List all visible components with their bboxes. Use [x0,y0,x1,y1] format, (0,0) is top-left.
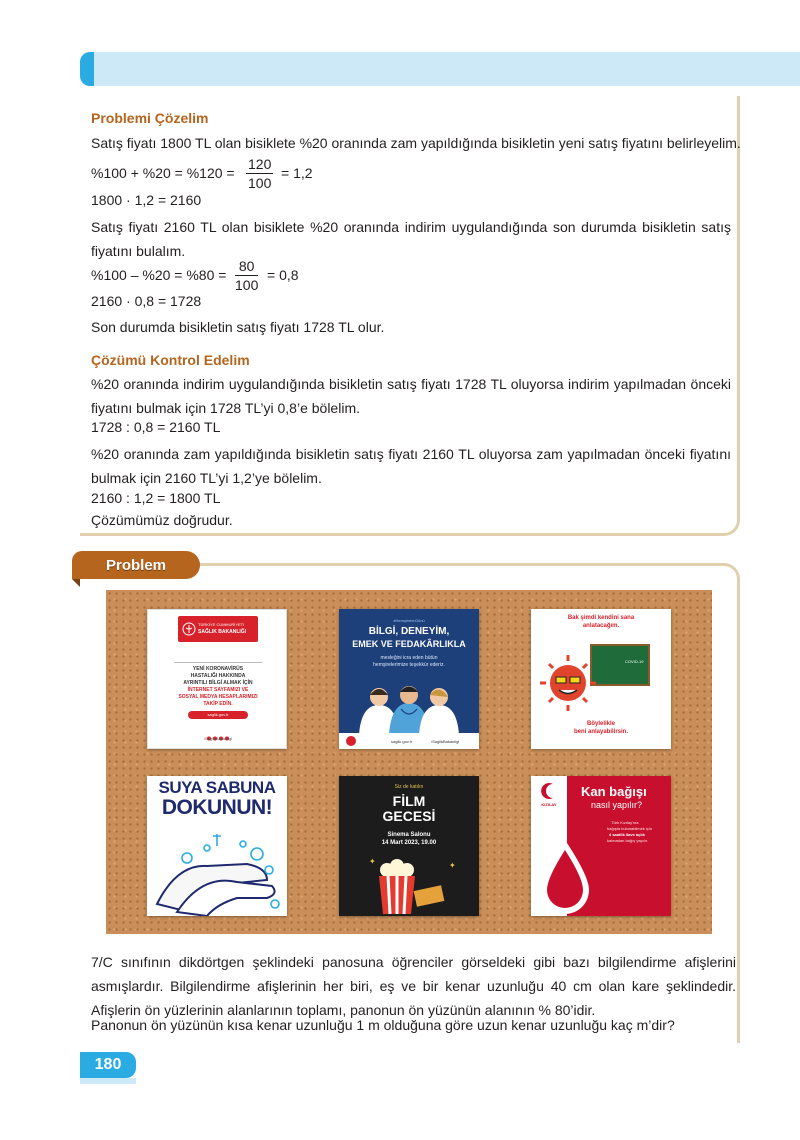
solution-line-2: Satış fiyatı 2160 TL olan bisiklete %20 oranında indirim uygulandığında son durumda bisikletin satış fiyatını bulalım. [91,219,731,259]
svg-text:✦: ✦ [449,861,456,870]
poster4-line-2: DOKUNUN! [161,796,273,819]
poster2-footer-2: /SaglikBakanligi [431,739,460,744]
poster1-body-1: YENİ KORONAVİRÜS [192,666,244,672]
poster1-body-4: İNTERNET SAYFAMIZI VE [187,687,249,693]
equation-4: 2160 · 0,8 = 1728 [91,293,202,309]
header-accent [80,52,94,86]
poster5-top: Siz de katılın [394,784,424,790]
solution-line-6: Çözümümüz doğrudur. [91,512,233,528]
poster1-button-label: saglik.gov.tr [207,712,229,717]
poster3-bottom-2: beni anlayabilirsin. [573,729,629,735]
equation-1-left: %100 + %20 = %120 = [91,165,235,181]
equation-6: 2160 : 1,2 = 1800 TL [91,490,221,506]
poster1-body-5: SOSYAL MEDYA HESAPLARIMIZI [178,694,258,700]
svg-text:✦: ✦ [369,857,376,866]
poster-health-ministry [147,609,287,749]
poster2-sub-1: mesleğini icra eden bütün [380,655,438,661]
poster6-title-2: nasıl yapılır? [591,800,643,810]
problem-text-1: 7/C sınıfının dikdörtgen şeklindeki panosuna öğrenciler görseldeki gibi bazı bilgilendirme afişlerini asmışlardır. Bilgilendirme afişlerinin her biri, eş ve bir kenar uzunluğu 40 cm olan kare şeklindedir. Afişlerin ön yüzlerinin alanlarının toplamı, panonun ön yüzünün alanının % 80’idir. [91,954,736,1018]
solve-heading: Problemi Çözelim [91,110,209,126]
poster3-top-1: Bak şimdi kendini sana [567,615,635,621]
poster3-top-2: anlatacağım. [582,623,620,629]
check-heading: Çözümü Kontrol Edelim [91,352,250,368]
poster6-body-2: bağışta bulunabilmek için [607,826,652,831]
fraction-denominator: 100 [248,175,272,191]
crescent-logo-icon [540,782,558,800]
poster5-date: 14 Mart 2023, 19.00 [381,840,437,846]
problem-tab [72,551,200,579]
problem-tab-label: Problem [105,556,166,574]
equation-2: 1800 · 1,2 = 2160 [91,192,202,208]
poster5-place: Sinema Salonu [387,832,431,838]
equation-3-right: = 0,8 [267,267,299,283]
poster-wash-hands [147,776,287,916]
poster-nurses-day [339,609,479,749]
page-number-badge [80,1052,136,1078]
poster6-body-4: kalmadan bağış yapılır. [607,838,649,843]
poster-divider [174,662,262,663]
poster1-handle: /SaglikBakanligi [203,736,233,741]
fraction-numerator: 80 [235,257,258,276]
solution-line-3: Son durumda bisikletin satış fiyatı 1728 TL olur. [91,319,385,335]
ministry-emblem-icon [182,622,196,636]
equation-3-left: %100 – %20 = %80 = [91,267,227,283]
ministry-org-line1: TÜRKİYE CUMHURİYETİ [198,622,245,627]
poster2-footer [339,733,479,749]
nurses-illustration-icon [339,675,479,735]
page-number: 180 [94,1056,122,1073]
poster-blood-donation [531,776,671,916]
poster2-top: #HemşirelerGünü [393,618,425,623]
equation-1-right: = 1,2 [281,165,313,181]
popcorn-ticket-icon [339,856,479,916]
page-number-strip [80,1078,136,1084]
ministry-org-line2: SAĞLIK BAKANLIĞI [198,629,247,635]
poster3-bottom-1: Böylelikle [586,721,615,727]
poster1-button [188,711,248,719]
ministry-logo-bar [178,616,258,642]
poster5-title-1: FİLM [392,793,426,809]
social-icons [206,728,230,733]
fraction-numerator: 120 [248,156,272,172]
poster-covid-virus [531,609,671,749]
solution-line-5: %20 oranında zam yapıldığında bisikletin satış fiyatı 2160 TL oluyorsa zam yapılmadan önceki fiyatını bulmak için 2160 TL’yi 1,2’ye bölelim. [91,446,731,486]
poster2-title-1: BİLGİ, DENEYİM, [368,626,450,637]
fraction-80-100 [235,257,258,294]
poster2-footer-1: saglik.gov.tr [391,739,413,744]
problem-text-2: Panonun ön yüzünün kısa kenar uzunluğu 1 m olduğuna göre uzun kenar uzunluğu kaç m’dir? [91,1017,675,1033]
poster-movie-night [339,776,479,916]
poster4-line-1: SUYA SABUNA [158,778,276,797]
solution-line-1: Satış fiyatı 1800 TL olan bisiklete %20 oranında zam yapıldığında bisikletin yeni satış fiyatını belirleyelim. [91,135,741,151]
blood-drop-icon [531,836,601,916]
ministry-emblem-icon [345,735,357,747]
solution-box [80,96,740,536]
poster1-body-3: AYRINTILI BİLGİ ALMAK İÇİN [183,680,253,686]
poster2-sub-2: hemşirelerimize teşekkür ederiz. [373,662,445,668]
virus-character-icon [531,637,671,715]
poster6-title-1: Kan bağışı [581,784,647,799]
poster6-body-3: 4 saatlik ilave açlık [609,832,645,837]
poster3-board-label: COVID-19 [625,659,644,664]
problem-tab-fold [72,579,80,587]
fraction-denominator: 100 [235,277,259,293]
poster2-title-2: EMEK VE FEDAKÂRLIKLA [352,639,466,649]
fraction-120-100 [246,155,273,192]
header-band [80,52,800,86]
poster1-body-2: HASTALIĞI HAKKINDA [190,673,246,679]
poster6-body-1: Türk Kızılay'ına [611,820,639,825]
solution-line-4: %20 oranında indirim uygulandığında bisikletin satış fiyatı 1728 TL oluyorsa indirim yapılmadan önceki fiyatını bulmak için 1728 TL’yi 0,8’e bölelim. [91,376,731,416]
equation-5: 1728 : 0,8 = 2160 TL [91,419,221,435]
washing-hands-icon [147,824,287,916]
poster6-org: KIZILAY [541,802,557,807]
poster1-body-6: TAKİP EDİN. [203,701,233,707]
poster5-title-2: GECESİ [382,808,436,824]
